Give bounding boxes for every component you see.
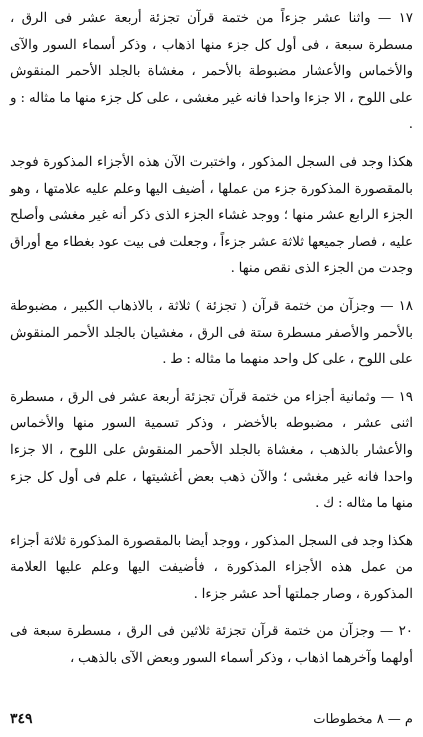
paragraph-register-note-2: هكذا وجد فى السجل المذكور ، ووجد أيضا بالمقصورة المذكورة ثلاثة أجزاء من عمل هذه الأجزاء المذكورة ، فأضيفت اليها وعلم عليها العلامة المذكورة ، وصار جملتها أحد عشر جزءا . (10, 533, 413, 602)
page-number: ٣٤٩ (10, 711, 33, 727)
paragraph-item-20: ٢٠ — وجزآن من ختمة قرآن تجزئة ثلاثين فى الرق ، مسطرة سبعة فى أولهما وآخرهما اذهاب ، وذكر أسماء السور وبعض الآى بالذهب ، (10, 624, 413, 667)
signature-mark: م — ٨ مخطوطات (313, 711, 413, 727)
page-footer (10, 707, 413, 731)
paragraph-item-18: ١٨ — وجزآن من ختمة قرآن ( تجزئة ) ثلاثة ، بالاذهاب الكبير ، مضبوطة بالأحمر والأصفر مسطرة ستة فى الرق ، مغشيان بالجلد الأحمر المنقوش على اللوح ، على كل واحد منهما ما مثاله : ط . (10, 298, 413, 368)
paragraph-register-note-1: هكذا وجد فى السجل المذكور ، واختبرت الآن هذه الأجزاء المذكورة فوجد بالمقصورة المذكورة جزء من عملها ، أضيف اليها وعلم عليه علامتها ، وهو الجزء الرابع عشر منها ؛ ووجد غشاء الجزء الذى ذكر أنه غير مغشى وأصلح عليه ، فصار جميعها ثلاثة عشر جزءاً ، وجعلت فى بيت عود بغطاء مع أوراق وجدت من الجزء الذى نقص منها . (10, 154, 413, 277)
paragraph-item-19: ١٩ — وثمانية أجزاء من ختمة قرآن تجزئة أربعة عشر فى الرق ، مسطرة اثنى عشر ، مضبوطه بالأخضر ، وذكر تسمية السور منها والأخماس والأعشار بالذهب ، مغشاة بالجلد الأحمر المنقوش على اللوح ، الا جزءا واحدا فانه غير مغشى ؛ والآن ذهب بعض أغشيتها ، علم فى أول كل جزء منها ما مثاله : ك . (10, 389, 413, 512)
paragraph-item-17: ١٧ — واثنا عشر جزءاً من ختمة قرآن تجزئة أربعة عشر فى الرق ، مسطرة سبعة ، فى أول كل جزء منها اذهاب ، وذكر أسماء السور والآى والأخماس والأعشار مضبوطة بالأحمر ، مغشاة بالجلد الأحمر المنقوش على اللوح ، الا جزءا واحدا فانه غير مغشى ، على كل جزء منها ما مثاله : و . (10, 11, 413, 133)
